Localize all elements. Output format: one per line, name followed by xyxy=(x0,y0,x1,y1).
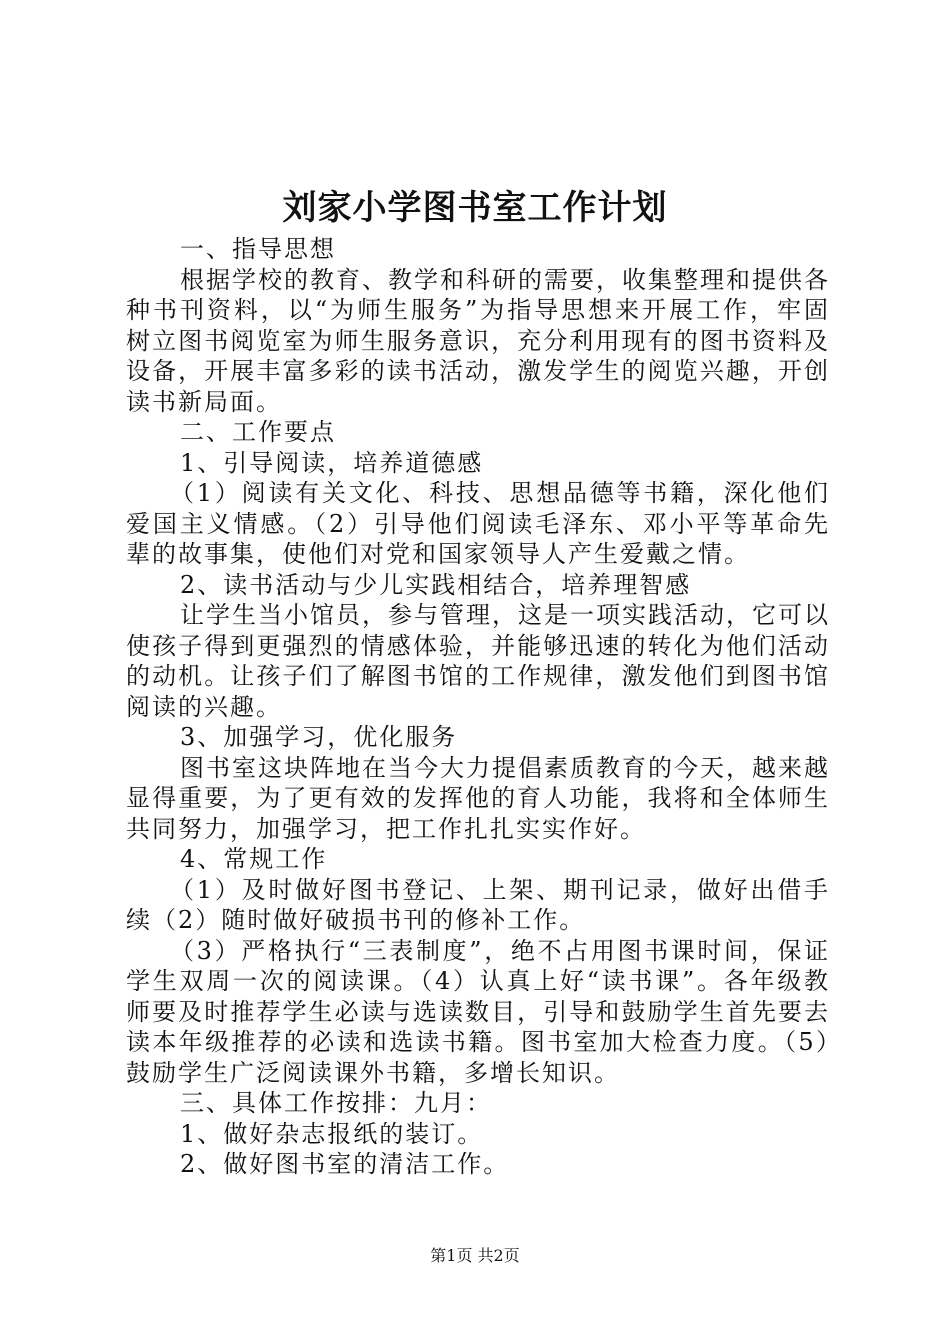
document-title: 刘家小学图书室工作计划 xyxy=(282,188,668,228)
section-heading-work-points: 二、工作要点 xyxy=(180,418,336,446)
page-footer: 第1页 共2页 xyxy=(430,1246,520,1265)
subheading-routine-work: 4、常规工作 xyxy=(180,845,328,873)
section-heading-specific-arrangement: 三、具体工作按排：九月： xyxy=(180,1089,492,1117)
subheading-strengthen-learning: 3、加强学习，优化服务 xyxy=(180,723,458,751)
section-heading-guiding-thought: 一、指导思想 xyxy=(180,235,336,263)
list-item-cleaning: 2、做好图书室的清洁工作。 xyxy=(180,1150,510,1178)
paragraph-reading-practice: 让学生当小馆员，参与管理，这是一项实践活动，它可以使孩子得到更强烈的情感体验，并能够迅速的转化为他们活动的动机。让孩子们了解图书馆的工作规律，激发他们到图书馆阅读的兴趣。 xyxy=(126,601,830,721)
document-body xyxy=(126,234,830,1180)
subheading-reading-practice: 2、读书活动与少儿实践相结合，培养理智感 xyxy=(180,570,692,599)
paragraph-guided-reading: （1）阅读有关文化、科技、思想品德等书籍，深化他们爱国主义情感。（2）引导他们阅读毛泽东、邓小平等革命先辈的故事集，使他们对党和国家领导人产生爱戴之情。 xyxy=(126,479,830,568)
list-item-binding: 1、做好杂志报纸的装订。 xyxy=(180,1119,484,1148)
paragraph-routine-work-1: （1）及时做好图书登记、上架、期刊记录，做好出借手续（2）随时做好破损书刊的修补工作。 xyxy=(126,875,830,934)
subheading-guided-reading: 1、引导阅读，培养道德感 xyxy=(180,448,484,477)
paragraph-routine-work-2: （3）严格执行“三表制度”，绝不占用图书课时间，保证学生双周一次的阅读课。（4）认真上好“读书课”。各年级教师要及时推荐学生必读与选读数目，引导和鼓励学生首先要去读本年级推荐的必读和选读书籍。图书室加大检查力度。（5）鼓励学生广泛阅读课外书籍，多增长知识。 xyxy=(126,936,830,1087)
paragraph-strengthen-learning: 图书室这块阵地在当今大力提倡素质教育的今天，越来越显得重要，为了更有效的发挥他的育人功能，我将和全体师生共同努力，加强学习，把工作扎扎实实作好。 xyxy=(126,753,830,843)
paragraph-guiding-thought: 根据学校的教育、教学和科研的需要，收集整理和提供各种书刊资料，以“为师生服务”为指导思想来开展工作，牢固树立图书阅览室为师生服务意识，充分利用现有的图书资料及设备，开展丰富多彩的读书活动，激发学生的阅览兴趣，开创读书新局面。 xyxy=(126,265,830,416)
